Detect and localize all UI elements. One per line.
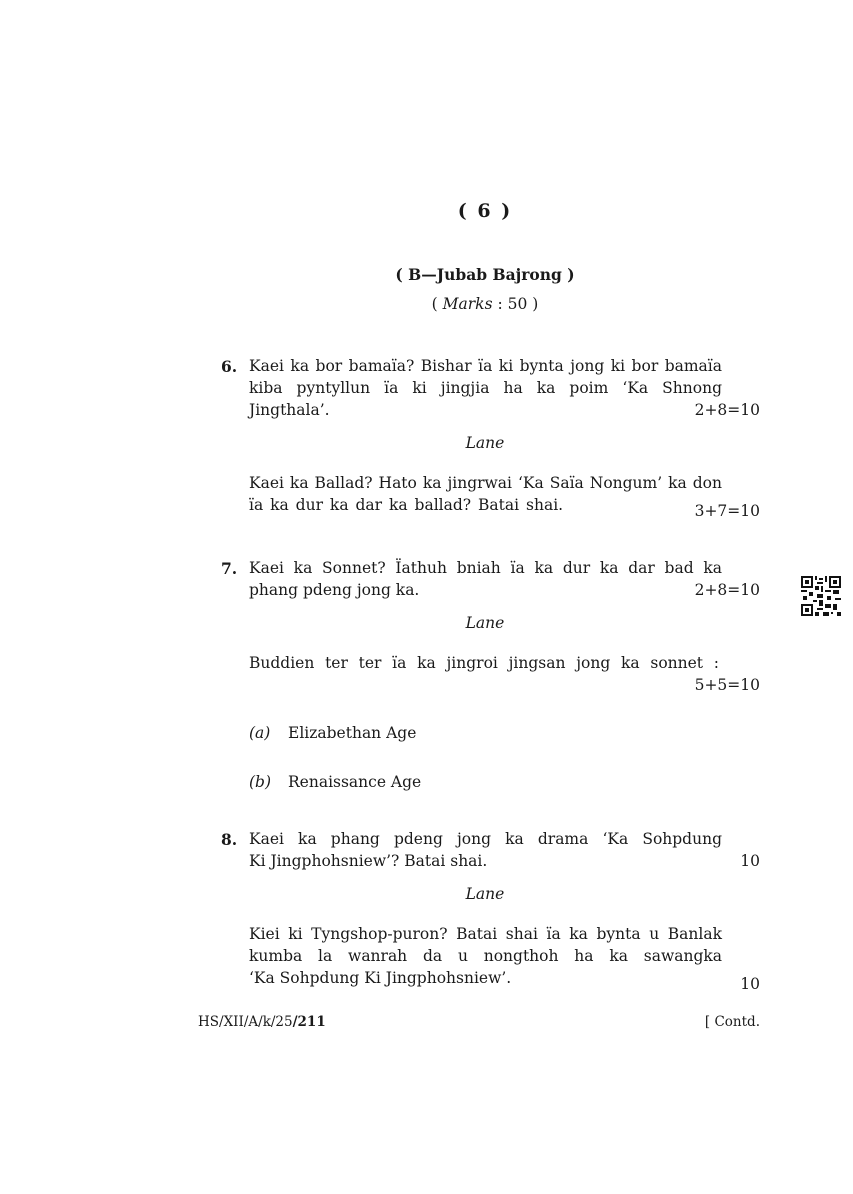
question-6-alt-marks: 3+7=10 — [694, 502, 760, 520]
question-6-or: Lane — [465, 434, 505, 452]
continued-label: [ Contd. — [704, 1014, 760, 1030]
question-6-number: 6. — [221, 357, 238, 376]
question-6-marks: 2+8=10 — [694, 401, 760, 419]
question-8-alt-line-3: ‘Ka Sohpdung Ki Jingphohsniew’. — [249, 969, 512, 987]
question-8-marks: 10 — [740, 852, 760, 870]
question-7-or: Lane — [465, 614, 505, 632]
question-6-alt-line-2: ïa ka dur ka dar ka ballad? Batai shai. — [249, 496, 564, 514]
question-6-line-1: Kaei ka bor bamaïa? Bishar ïa ki bynta jong ki bor bamaïa — [249, 357, 722, 375]
question-7-option-b-text: Renaissance Age — [288, 773, 422, 791]
question-8-alt-line-2: kumba la wanrah da u nongthoh ha ka sawangka — [249, 947, 722, 965]
question-8-or: Lane — [465, 885, 505, 903]
question-7-option-a-text: Elizabethan Age — [288, 724, 417, 742]
question-7-line-2: phang pdeng jong ka. — [249, 581, 420, 599]
question-7-alt-line-1: Buddien ter ter ïa ka jingroi jingsan jong ka sonnet : — [249, 654, 719, 672]
question-6-line-2: kiba pyntyllun ïa ki jingjia ha ka poim ‘Ka Shnong — [249, 379, 722, 397]
section-title: ( B—Jubab Bajrong ) — [395, 265, 575, 284]
question-7-option-a-label: (a) — [249, 724, 271, 742]
qr-code-icon — [801, 576, 841, 616]
question-8-line-1: Kaei ka phang pdeng jong ka drama ‘Ka Sohpdung — [249, 830, 722, 848]
question-8-number: 8. — [221, 830, 238, 849]
question-8-alt-marks: 10 — [740, 975, 760, 993]
page-number: ( 6 ) — [457, 200, 513, 222]
question-6-alt-line-1: Kaei ka Ballad? Hato ka jingrwai ‘Ka Saïa Nongum’ ka don — [249, 474, 722, 492]
question-7-number: 7. — [221, 559, 238, 578]
question-8-alt-line-1: Kiei ki Tyngshop-puron? Batai shai ïa ka bynta u Banlak — [249, 925, 722, 943]
question-7-line-1: Kaei ka Sonnet? Ïathuh bniah ïa ka dur ka dar bad ka — [249, 559, 722, 577]
question-7-alt-marks: 5+5=10 — [694, 676, 760, 694]
question-7-option-b-label: (b) — [249, 773, 272, 791]
question-7-marks: 2+8=10 — [694, 581, 760, 599]
paper-code: HS/XII/A/k/25/211 — [198, 1014, 326, 1030]
question-8-line-2: Ki Jingphohsniew’? Batai shai. — [249, 852, 488, 870]
section-marks: ( Marks : 50 ) — [431, 295, 539, 313]
question-6-line-3: Jingthala’. — [249, 401, 330, 419]
